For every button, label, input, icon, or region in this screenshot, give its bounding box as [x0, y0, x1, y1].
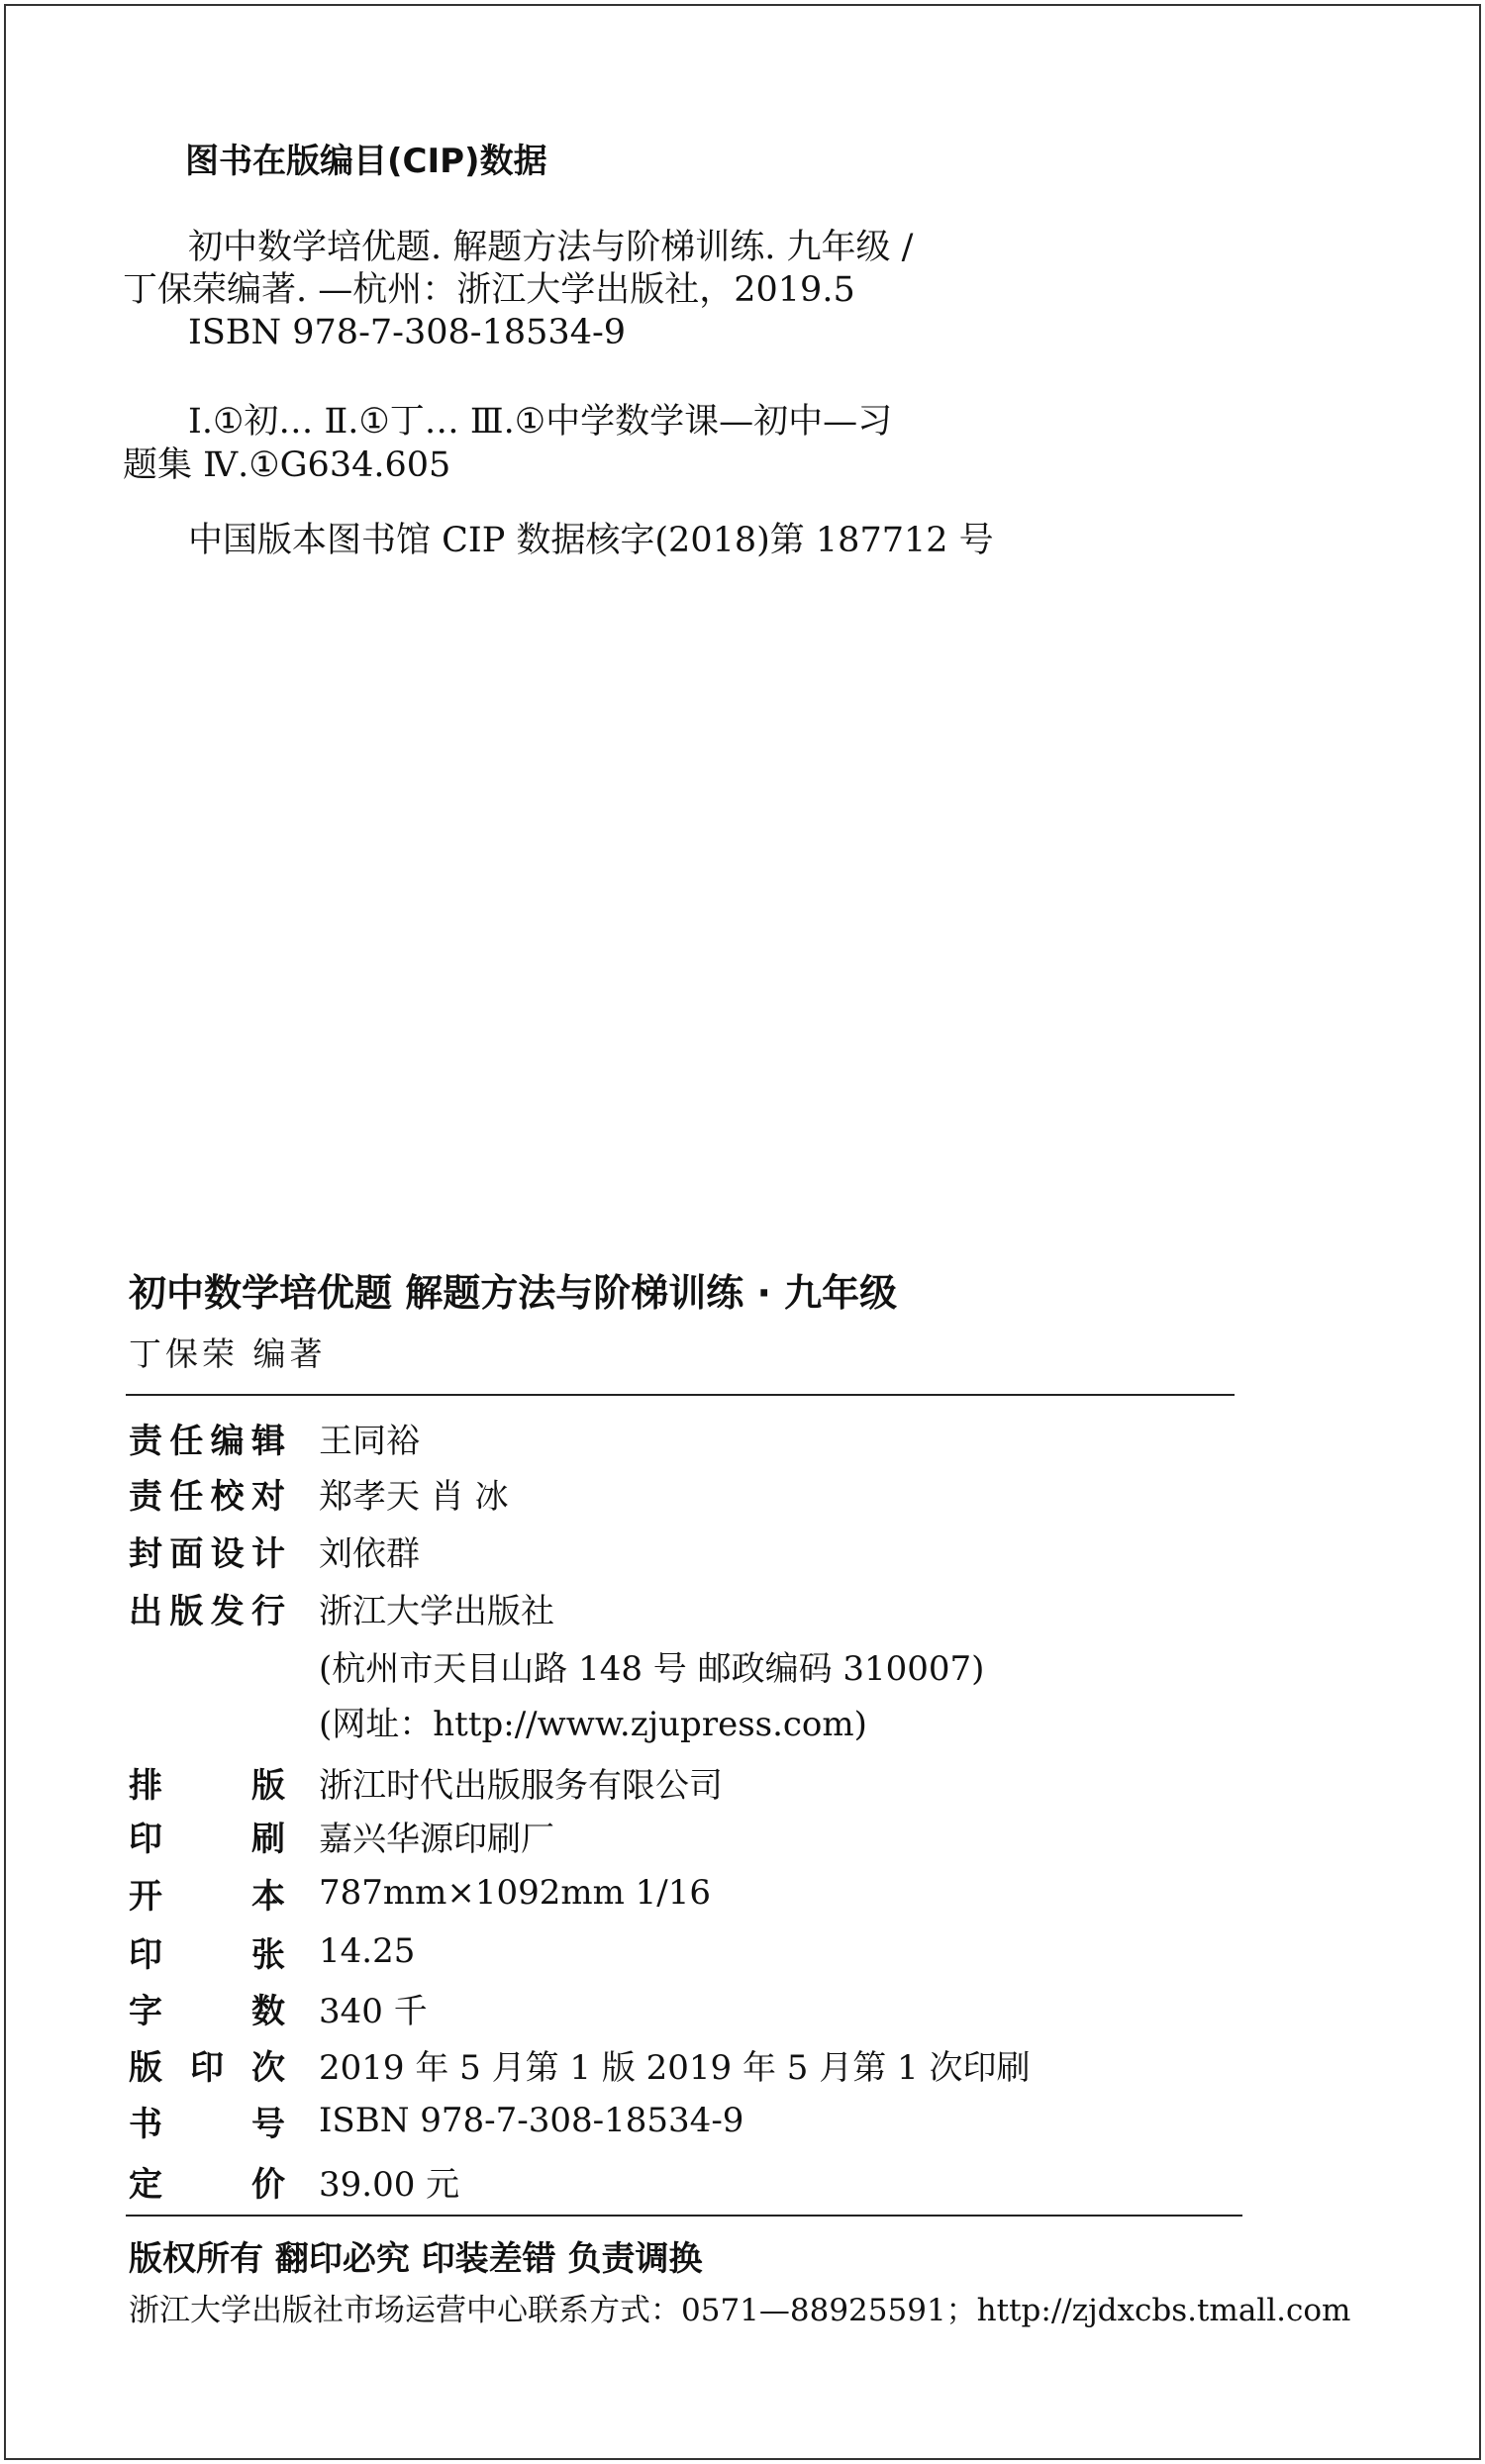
divider	[126, 2215, 1242, 2217]
page-border	[4, 4, 1481, 2460]
row-value: 787mm×1092mm 1/16	[319, 1873, 712, 1913]
cip-line: 题集 Ⅳ.①G634.605	[123, 445, 451, 485]
row-label: 印张	[129, 1934, 285, 1975]
row-value: 340 千	[319, 1991, 428, 2031]
colophon-row	[129, 1869, 711, 1917]
row-label: 字数	[129, 1991, 285, 2031]
row-label: 责任校对	[129, 1476, 285, 1517]
cip-line: ISBN 978-7-308-18534-9	[188, 313, 627, 352]
row-value: 刘依群	[319, 1533, 420, 1574]
colophon-row	[129, 2157, 459, 2205]
row-label: 封面设计	[129, 1533, 285, 1574]
cip-heading: 图书在版编目(CIP)数据	[185, 142, 547, 181]
colophon-row	[129, 1584, 554, 1631]
row-value: 浙江时代出版服务有限公司	[319, 1765, 723, 1806]
row-value: ISBN 978-7-308-18534-9	[319, 2101, 744, 2140]
colophon-row	[129, 1812, 554, 1859]
row-label: 开本	[129, 1876, 285, 1917]
colophon-row	[129, 2040, 1030, 2088]
row-label: 书号	[129, 2104, 285, 2144]
row-value: 2019 年 5 月第 1 版 2019 年 5 月第 1 次印刷	[319, 2047, 1031, 2088]
colophon-row	[129, 1758, 723, 1806]
row-label: 排版	[129, 1765, 285, 1806]
divider	[126, 1394, 1235, 1396]
colophon-row	[129, 1697, 867, 1744]
row-value: 39.00 元	[319, 2164, 460, 2205]
colophon-row	[129, 1984, 428, 2031]
row-value: 浙江大学出版社	[319, 1591, 554, 1631]
book-title: 初中数学培优题 解题方法与阶梯训练 · 九年级	[129, 1271, 898, 1315]
row-label: 印刷	[129, 1819, 285, 1859]
row-label: 责任编辑	[129, 1421, 285, 1461]
row-value: (杭州市天目山路 148 号 邮政编码 310007)	[319, 1648, 985, 1689]
colophon-row	[129, 1927, 415, 1975]
row-value: 郑孝天 肖 冰	[319, 1476, 509, 1517]
colophon-row	[129, 1641, 984, 1689]
row-value: 嘉兴华源印刷厂	[319, 1819, 554, 1859]
row-label: 出版发行	[129, 1591, 285, 1631]
cip-line: 中国版本图书馆 CIP 数据核字(2018)第 187712 号	[188, 521, 994, 560]
contact-info: 浙江大学出版社市场运营中心联系方式：0571—88925591；http://zjdxcbs.tmall.com	[129, 2293, 1351, 2328]
row-value: 14.25	[319, 1931, 416, 1971]
colophon-row	[129, 1414, 420, 1461]
colophon-row	[129, 1469, 509, 1517]
row-label: 版印次	[129, 2047, 285, 2088]
cip-line: Ⅰ.①初… Ⅱ.①丁… Ⅲ.①中学数学课—初中—习	[188, 402, 893, 442]
author-line: 丁保荣 编著	[129, 1334, 327, 1373]
colophon-row	[129, 2097, 743, 2144]
row-value: (网址：http://www.zjupress.com)	[319, 1704, 867, 1744]
copyright-notice: 版权所有 翻印必究 印装差错 负责调换	[129, 2239, 703, 2279]
row-label: 定价	[129, 2164, 285, 2205]
row-value: 王同裕	[319, 1421, 420, 1461]
cip-line: 丁保荣编著. —杭州：浙江大学出版社，2019.5	[123, 270, 855, 310]
colophon-row	[129, 1527, 420, 1574]
cip-line: 初中数学培优题. 解题方法与阶梯训练. 九年级 /	[188, 228, 914, 267]
